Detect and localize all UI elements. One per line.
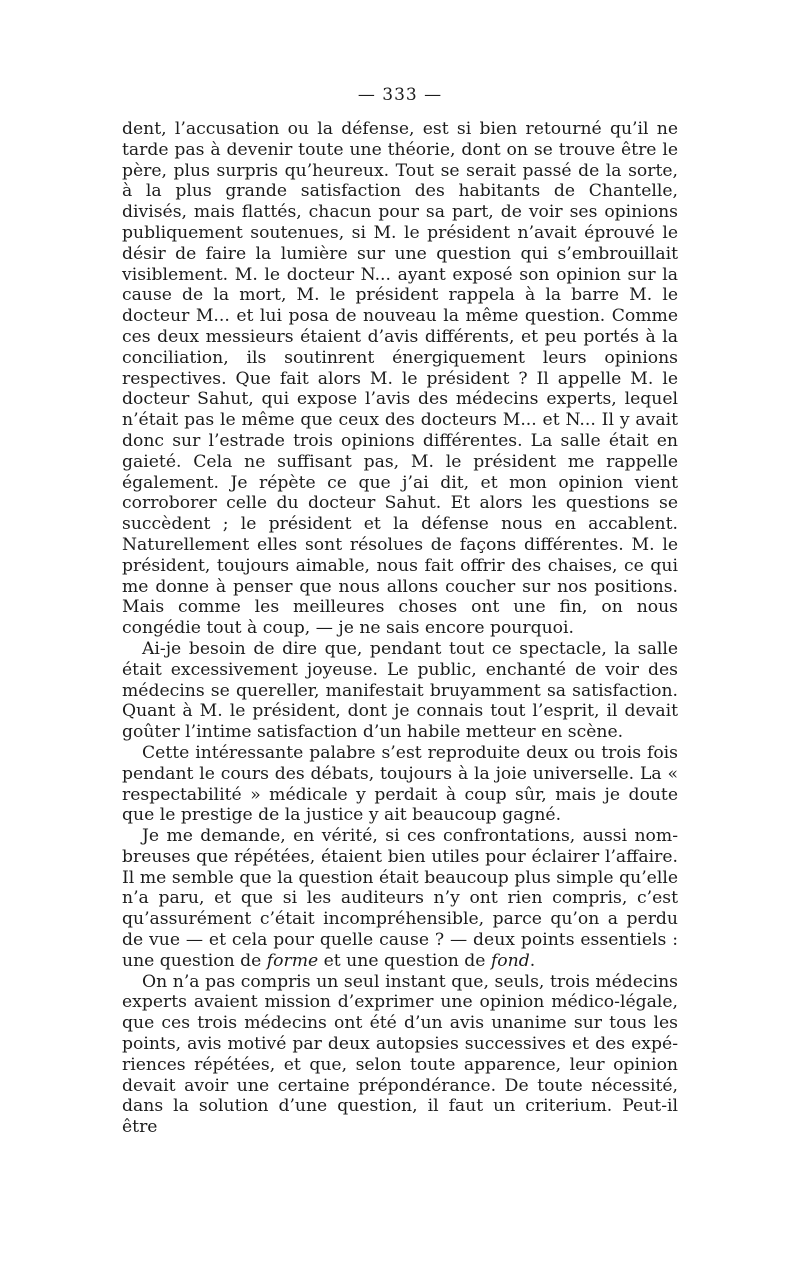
italic-forme: forme xyxy=(266,950,319,971)
paragraph-2: Ai-je besoin de dire que, pendant tout ce spectacle, la salle était excessivement joyeuse. Le public, enchanté de voir des médecins se quereller, manifestait bruyamment sa satisfaction. Quant à M. le président, dont je connais tout l’esprit, il devait goûter l’intime satisfaction d’un habile metteur en scène. xyxy=(122,638,678,743)
paragraph-3: Cette intéressante palabre s’est reproduite deux ou trois fois pendant le cours des débats, toujours à la joie universelle. La « respectabilité » médicale y perdait à coup sûr, mais je doute que le prestige de la justice y ait beaucoup gagné. xyxy=(122,742,678,826)
paragraph-4-text-b: et une question de xyxy=(318,950,491,971)
italic-fond: fond xyxy=(490,950,530,971)
paragraph-5: On n’a pas compris un seul instant que, seuls, trois médecins experts avaient mission d’exprimer une opinion médico-légale, que ces trois médecins ont été d’un avis unanime sur tous les points, avis motivé par deux autopsies successives et des expériences répétées, et que, selon toute apparence, leur opinion devait avoir une certaine prépondérance. De toute nécessité, dans la solution d’une question, il faut un criterium. Peut-il être xyxy=(122,971,678,1138)
paragraph-4 xyxy=(122,826,678,972)
paragraph-4-text-a: Je me demande, en vérité, si ces confrontations, aussi nombreuses que répétées, étaient bien utiles pour éclairer l’affaire. Il me semble que la question était beaucoup plus simple qu’elle n’a paru, et que si les auditeurs n’y ont rien compris, c’est qu’assurément c’était incompréhensible, parce qu’on a perdu de vue — et cela pour quelle cause ? — deux points essentiels : une question de xyxy=(122,826,678,971)
paragraph-1: dent, l’accusation ou la défense, est si bien retourné qu’il ne tarde pas à devenir toute une théorie, dont on se trouve être le père, plus surpris qu’heureux. Tout se serait passé de la sorte, à la plus grande satisfaction des habitants de Chantelle, divisés, mais flattés, chacun pour sa part, de voir ses opinions publiquement soutenues, si M. le président n’avait éprouvé le désir de faire la lumière sur une question qui s’embrouillait visiblement. M. le docteur N... ayant exposé son opinion sur la cause de la mort, M. le président rappela à la barre M. le docteur M... et lui posa de nouveau la même question. Comme ces deux messieurs étaient d’avis différents, et peu portés à la conciliation, ils soutinrent énergiquement leurs opinions respectives. Que fait alors M. le président ? Il appelle M. le docteur Sahut, qui expose l’avis des médecins experts, lequel n’était pas le même que ceux des docteurs M... et N... Il y avait donc sur l’estrade trois opinions différentes. La salle était en gaieté. Cela ne suffisant pas, M. le président me rappelle également. Je répète ce que j’ai dit, et mon opinion vient corroborer celle du docteur Sahut. Et alors les questions se succèdent ; le président et la défense nous en accablent. Naturellement elles sont résolues de façons différentes. M. le président, toujours aimable, nous fait offrir des chaises, ce qui me donne à penser que nous allons coucher sur nos positions. Mais comme les meilleures choses ont une fin, on nous congédie tout à coup, — je ne sais encore pourquoi. xyxy=(122,119,678,639)
paragraph-4-text-c: . xyxy=(529,950,536,971)
page-number: — 333 — xyxy=(357,85,443,105)
book-page xyxy=(122,85,678,1138)
